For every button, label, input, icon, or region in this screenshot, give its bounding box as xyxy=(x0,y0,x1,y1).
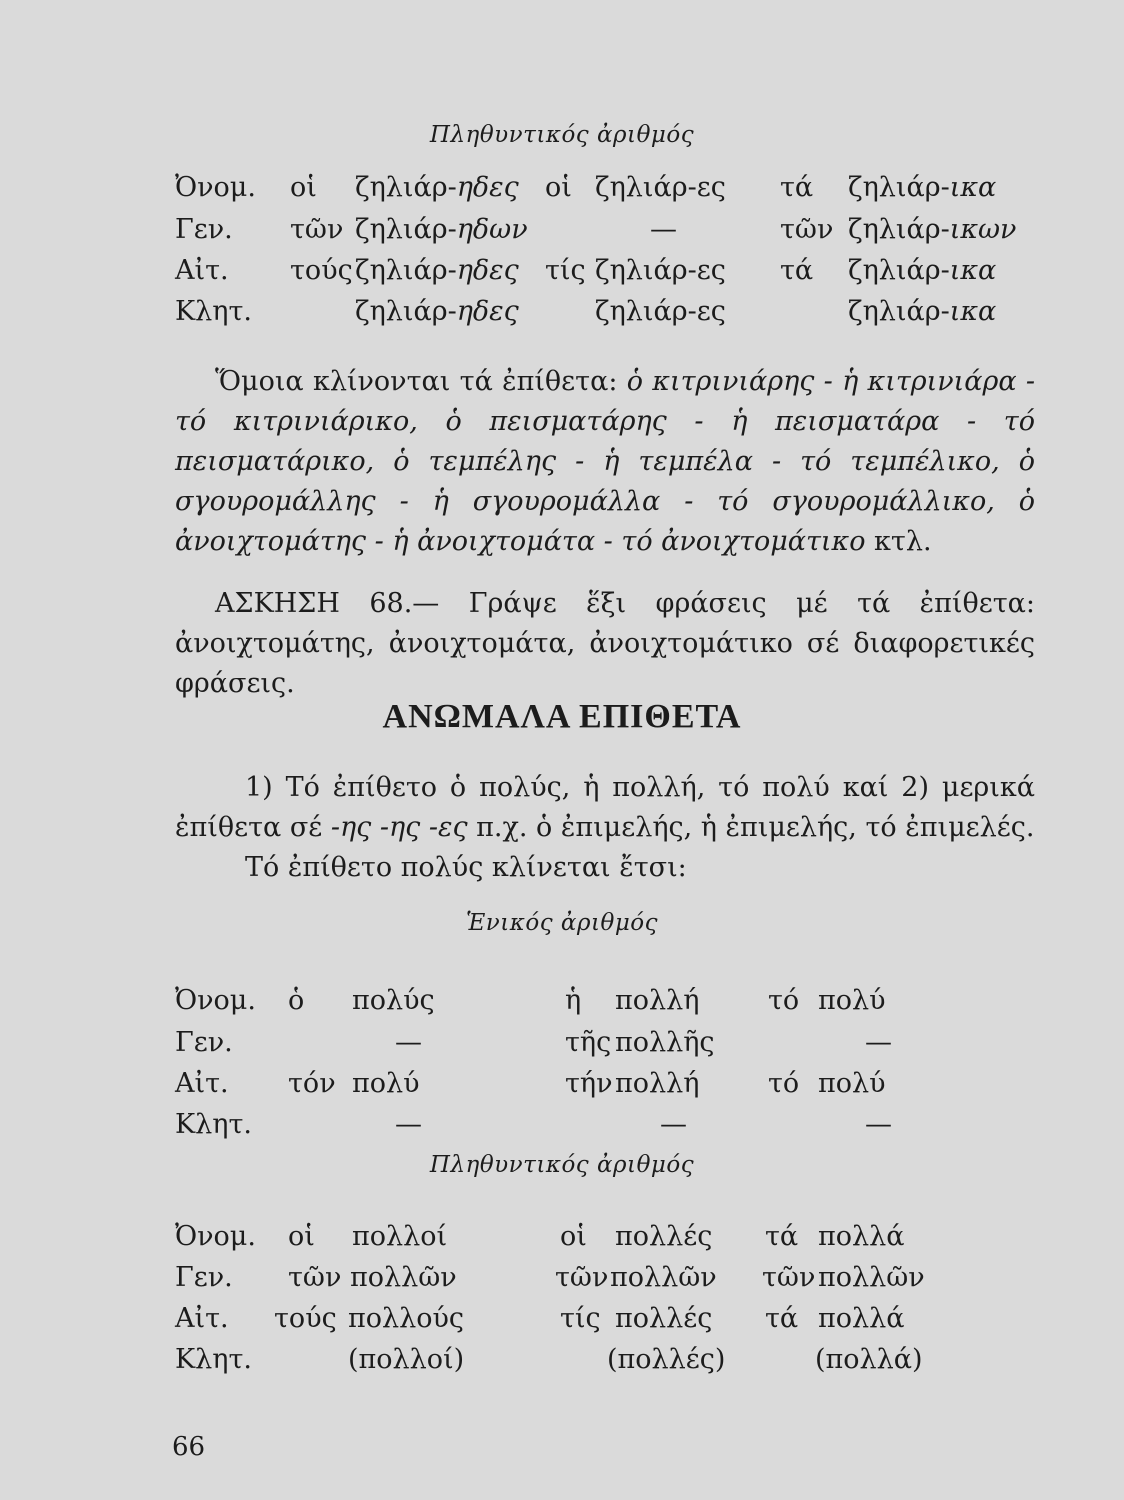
table-row xyxy=(0,1221,1124,1257)
dash: — xyxy=(650,214,677,245)
section-heading-plural-2: Πληθυντικός ἀριθμός xyxy=(429,1152,695,1178)
word: (πολλοί) xyxy=(348,1344,465,1375)
article: τῶν xyxy=(288,1262,342,1293)
word: πολλά xyxy=(818,1221,905,1252)
article: τά xyxy=(780,255,814,286)
table-row xyxy=(0,255,1124,291)
case-label: Ὀνομ. xyxy=(175,1221,256,1252)
word: πολλά xyxy=(818,1303,905,1334)
section-heading-singular: Ἑνικός ἀριθμός xyxy=(465,910,659,936)
page-number: 66 xyxy=(172,1432,206,1462)
word-stem: ζηλιάρ-ικων xyxy=(848,214,1017,245)
table-row xyxy=(0,1303,1124,1339)
word: πολλές xyxy=(615,1221,713,1252)
case-label: Αἰτ. xyxy=(175,255,229,286)
dash: — xyxy=(865,1027,892,1058)
article: τῶν xyxy=(780,214,834,245)
intro-declension-line: Τό ἐπίθετο πολύς κλίνεται ἔτσι: xyxy=(245,852,687,883)
table-row xyxy=(0,1262,1124,1298)
article: οἱ xyxy=(290,172,317,203)
word: ζηλιάρ-ες xyxy=(595,255,726,286)
article: τίς xyxy=(560,1303,601,1334)
word: πολλούς xyxy=(348,1303,465,1334)
word: (πολλές) xyxy=(607,1344,726,1375)
word: πολλές xyxy=(615,1303,713,1334)
table-row xyxy=(0,1068,1124,1104)
case-label: Γεν. xyxy=(175,1027,233,1058)
word: πολύ xyxy=(818,1068,886,1099)
exercise-68: ΑΣΚΗΣΗ 68.— Γράψε ἕξι φράσεις μέ τά ἐπίθετα: ἀνοιχτομάτης, ἀνοιχτομάτα, ἀνοιχτομάτικο σέ διαφορετικές φράσεις. xyxy=(175,588,1035,699)
article: οἱ xyxy=(560,1221,587,1252)
word-stem: ζηλιάρ-ηδες xyxy=(355,296,519,327)
word-stem: ζηλιάρ-ηδες xyxy=(355,255,519,286)
article: τό xyxy=(768,1068,800,1099)
table-row xyxy=(0,214,1124,250)
word-stem: ζηλιάρ-ικα xyxy=(848,172,997,203)
word: πολλῶν xyxy=(350,1262,457,1293)
article: τούς xyxy=(290,255,353,286)
word: πολλῶν xyxy=(818,1262,925,1293)
article: τῶν xyxy=(290,214,344,245)
case-label: Κλητ. xyxy=(175,1109,252,1140)
table-row xyxy=(0,985,1124,1021)
paragraph-tail: κτλ. xyxy=(865,526,932,557)
word-stem: ζηλιάρ-ηδων xyxy=(355,214,528,245)
table-row xyxy=(0,296,1124,332)
table-row xyxy=(0,172,1124,208)
case-label: Γεν. xyxy=(175,1262,233,1293)
word: πολλή xyxy=(615,985,700,1016)
dash: — xyxy=(865,1109,892,1140)
case-label: Ὀνομ. xyxy=(175,985,256,1016)
table-row xyxy=(0,1027,1124,1063)
article: τίς xyxy=(545,255,586,286)
word: πολλῶν xyxy=(610,1262,717,1293)
paragraph-lead: Ὅμοια κλίνονται τά ἐπίθετα: xyxy=(215,366,627,397)
table-row xyxy=(0,1344,1124,1380)
word-stem: ζηλιάρ-ικα xyxy=(848,255,997,286)
case-label: Αἰτ. xyxy=(175,1303,229,1334)
dash: — xyxy=(395,1027,422,1058)
word: πολλή xyxy=(615,1068,700,1099)
word: πολλοί xyxy=(352,1221,448,1252)
word: (πολλά) xyxy=(815,1344,923,1375)
article: οἱ xyxy=(288,1221,315,1252)
article: τήν xyxy=(565,1068,613,1099)
article: τῶν xyxy=(555,1262,609,1293)
word: πολλῆς xyxy=(615,1027,715,1058)
article: τά xyxy=(765,1303,799,1334)
similar-adjectives-paragraph xyxy=(175,362,1035,562)
article: ἡ xyxy=(565,985,582,1016)
case-label: Ὀνομ. xyxy=(175,172,256,203)
intro-paragraph: 1) Τό ἐπίθετο ὁ πολύς, ἡ πολλή, τό πολύ καί 2) μερικά ἐπίθετα σέ -ης -ης -ες π.χ. ὁ ἐπιμελής, ἡ ἐπιμελής, τό ἐπιμελές. xyxy=(175,772,1035,843)
article: τό xyxy=(768,985,800,1016)
article: τά xyxy=(780,172,814,203)
word: πολύ xyxy=(818,985,886,1016)
article: τῆς xyxy=(565,1027,612,1058)
table-row xyxy=(0,1109,1124,1145)
article: ὁ xyxy=(288,985,305,1016)
article: τόν xyxy=(288,1068,336,1099)
section-heading-plural-1: Πληθυντικός ἀριθμός xyxy=(429,122,695,148)
article: τούς xyxy=(274,1303,337,1334)
word: ζηλιάρ-ες xyxy=(595,296,726,327)
word-stem: ζηλιάρ-ηδες xyxy=(355,172,519,203)
case-label: Κλητ. xyxy=(175,1344,252,1375)
case-label: Κλητ. xyxy=(175,296,252,327)
dash: — xyxy=(660,1109,687,1140)
word-stem: ζηλιάρ-ικα xyxy=(848,296,997,327)
adjective-list: ὁ κιτρινιάρης - ἡ κιτρινιάρα - τό κιτρινιάρικο, ὁ πεισματάρης - ἡ πεισματάρα - τό πεισματάρικο, ὁ τεμπέλης - ἡ τεμπέλα - τό τεμπέλικο, ὁ σγουρομάλλης - ἡ σγουρομάλλα - τό σγουρομάλλικο, ὁ ἀνοιχτομάτης - ἡ ἀνοιχτομάτα - τό ἀνοιχτομάτικο xyxy=(175,366,1035,557)
dash: — xyxy=(395,1109,422,1140)
article: τά xyxy=(765,1221,799,1252)
word: πολύ xyxy=(352,1068,420,1099)
section-title: ΑΝΩΜΑΛΑ ΕΠΙΘΕΤΑ xyxy=(382,698,742,735)
case-label: Αἰτ. xyxy=(175,1068,229,1099)
word: ζηλιάρ-ες xyxy=(595,172,726,203)
article: οἱ xyxy=(545,172,572,203)
article: τῶν xyxy=(762,1262,816,1293)
word: πολύς xyxy=(352,985,435,1016)
case-label: Γεν. xyxy=(175,214,233,245)
